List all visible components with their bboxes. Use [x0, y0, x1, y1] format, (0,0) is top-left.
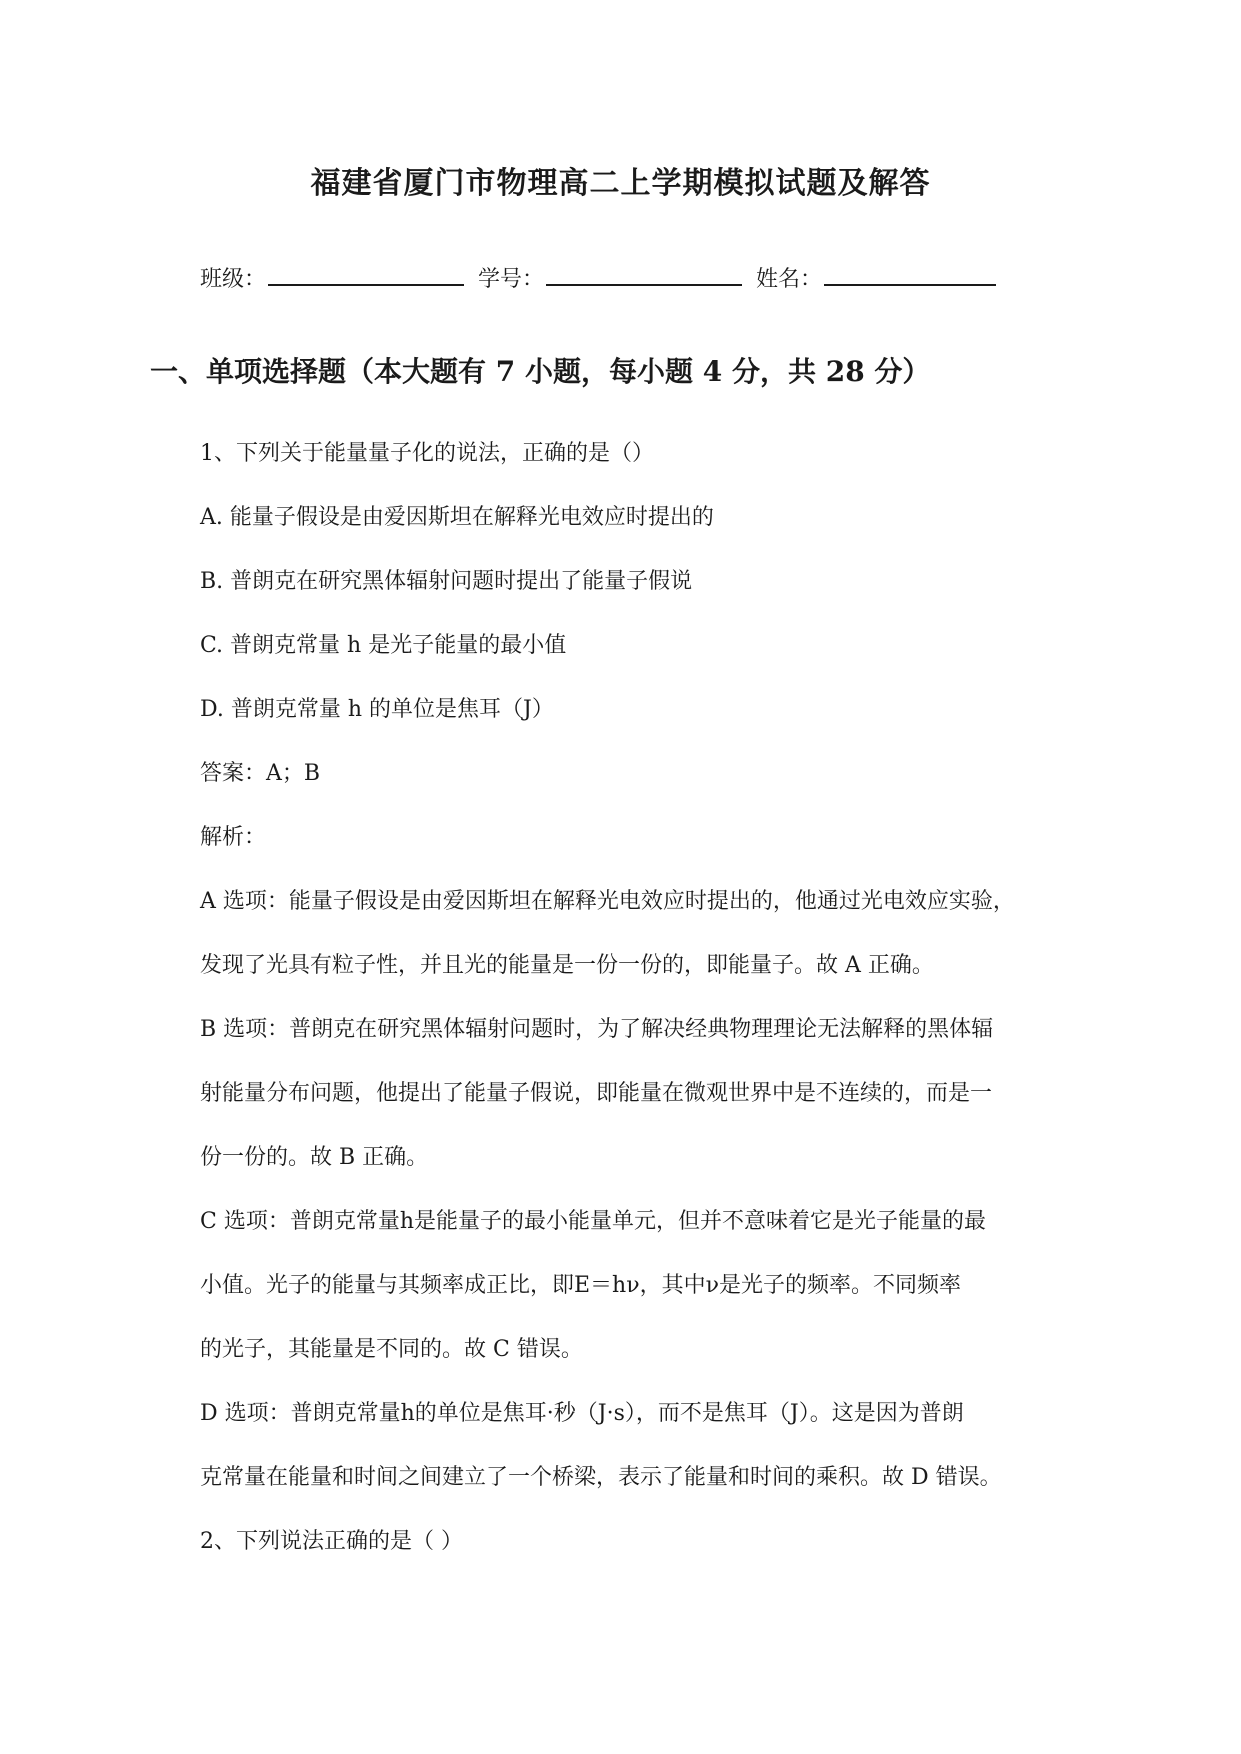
option-d: D. 普朗克常量 h 的单位是焦耳（J）	[200, 697, 554, 722]
class-label: 班级：	[200, 267, 267, 292]
section-heading: 一、单项选择题（本大题有 7 小题，每小题 4 分，共 28 分）	[150, 355, 931, 388]
analysis-line: C 选项：普朗克常量h是能量子的最小能量单元，但并不意味着它是光子能量的最	[200, 1209, 986, 1234]
name-label: 姓名：	[756, 267, 823, 292]
student-info-row	[200, 262, 1010, 293]
analysis-line: A 选项：能量子假设是由爱因斯坦在解释光电效应时提出的，他通过光电效应实验，	[200, 889, 1015, 914]
question-1-stem: 1、下列关于能量量子化的说法，正确的是（）	[200, 441, 654, 466]
student-id-label: 学号：	[478, 267, 545, 292]
analysis-line: D 选项：普朗克常量h的单位是焦耳·秒（J·s），而不是焦耳（J）。这是因为普朗	[200, 1401, 964, 1426]
answer: 答案：A；B	[200, 761, 321, 786]
option-c: C. 普朗克常量 h 是光子能量的最小值	[200, 633, 567, 658]
analysis-line: 射能量分布问题，他提出了能量子假说，即能量在微观世界中是不连续的，而是一	[200, 1081, 993, 1106]
analysis-line: B 选项：普朗克在研究黑体辐射问题时，为了解决经典物理理论无法解释的黑体辐	[200, 1017, 994, 1042]
analysis-line: 的光子，其能量是不同的。故 C 错误。	[200, 1337, 583, 1362]
student-id-blank	[546, 262, 742, 286]
analysis-line: 克常量在能量和时间之间建立了一个桥梁，表示了能量和时间的乘积。故 D 错误。	[200, 1465, 1002, 1490]
option-b: B. 普朗克在研究黑体辐射问题时提出了能量子假说	[200, 569, 693, 594]
question-2-stem: 2、下列说法正确的是（ ）	[200, 1529, 463, 1554]
analysis-label: 解析：	[200, 825, 267, 850]
option-a: A. 能量子假设是由爱因斯坦在解释光电效应时提出的	[200, 505, 714, 530]
analysis-line: 小值。光子的能量与其频率成正比，即E＝hν，其中ν是光子的频率。不同频率	[200, 1273, 961, 1298]
class-blank	[268, 262, 464, 286]
analysis-line: 份一份的。故 B 正确。	[200, 1145, 429, 1170]
name-blank	[824, 262, 996, 286]
page-title: 福建省厦门市物理高二上学期模拟试题及解答	[310, 166, 931, 201]
analysis-line: 发现了光具有粒子性，并且光的能量是一份一份的，即能量子。故 A 正确。	[200, 953, 934, 978]
